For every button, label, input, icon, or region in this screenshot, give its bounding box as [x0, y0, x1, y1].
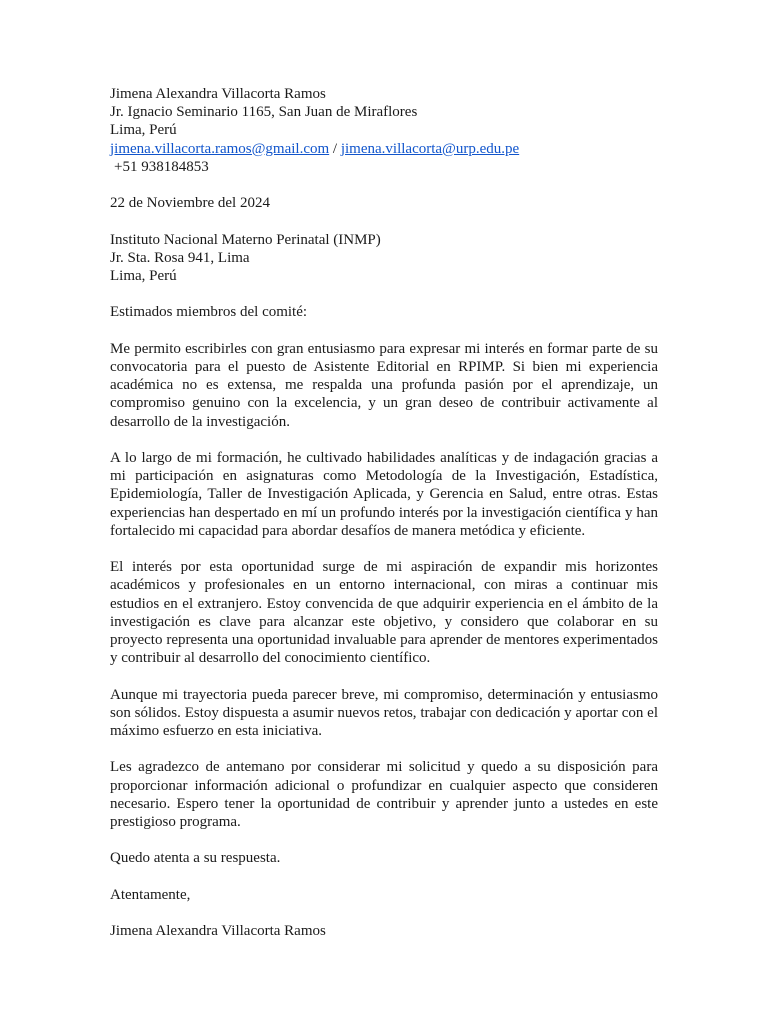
spacer: [110, 176, 658, 194]
body-paragraph: Me permito escribirles con gran entusiasmo para expresar mi interés en formar parte de su convocatoria para el puesto de Asistente Editorial en RPIMP. Si bien mi experiencia académica no es extensa, me respalda una profunda pasión por el aprendizaje, un compromiso genuino con la excelencia, y un gran deseo de contribuir activamente al desarrollo de la investigación.: [110, 340, 658, 430]
closing-line: Quedo atenta a su respuesta.: [110, 850, 281, 867]
sign-off: Atentamente,: [110, 886, 191, 903]
sender-address-line1: Jr. Ignacio Seminario 1165, San Juan de Miraflores: [110, 104, 418, 121]
email-link-urp[interactable]: jimena.villacorta@urp.edu.pe: [340, 140, 520, 157]
recipient-address-line2: Lima, Perú: [110, 268, 177, 284]
sender-address-line2: Lima, Perú: [110, 122, 177, 139]
salutation: Estimados miembros del comité:: [110, 304, 308, 321]
sender-name: Jimena Alexandra Villacorta Ramos: [110, 86, 326, 102]
spacer: [110, 904, 658, 922]
recipient-address-line1: Jr. Sta. Rosa 941, Lima: [110, 249, 250, 266]
sender-phone: +51 938184853: [114, 158, 209, 175]
body-paragraph: Les agradezco de antemano por considerar mi solicitud y quedo a su disposición para proporcionar información adicional o profundizar en cualquier aspecto que consideren necesario. Espero tener la oportunidad de contribuir y aprender junto a ustedes en este prestigioso programa.: [110, 759, 658, 830]
email-link-gmail[interactable]: jimena.villacorta.ramos@gmail.com: [110, 140, 330, 157]
spacer: [110, 285, 658, 303]
spacer: [110, 322, 658, 340]
body-paragraph: Aunque mi trayectoria pueda parecer breve, mi compromiso, determinación y entusiasmo son sólidos. Estoy dispuesta a asumir nuevos retos, trabajar con dedicación y aportar con el máximo esfuerzo en esta iniciativa.: [110, 686, 658, 739]
spacer: [110, 212, 658, 230]
recipient-organization: Instituto Nacional Materno Perinatal (INMP): [110, 231, 381, 248]
body-paragraph: El interés por esta oportunidad surge de mi aspiración de expandir mis horizontes académicos y profesionales en un entorno internacional, con miras a continuar mis estudios en el extranjero. Estoy convencida de que adquirir experiencia en el ámbito de la investigación es clave para alcanzar este objetivo, y considero que colaborar en su proyecto representa una oportunidad invaluable para aprender de mentores experimentados y contribuir al desarrollo del conocimiento científico.: [110, 559, 658, 667]
spacer: [110, 868, 658, 886]
letter-page: [110, 85, 658, 940]
spacer: [110, 667, 658, 685]
body-paragraph: A lo largo de mi formación, he cultivado habilidades analíticas y de indagación gracias a mi participación en asignaturas como Metodología de la Investigación, Estadística, Epidemiología, Taller de Investigación Aplicada, y Gerencia en Salud, entre otras. Estas experiencias han despertado en mí un profundo interés por la investigación científica y han fortalecido mi capacidad para abordar desafíos de manera metódica y eficiente.: [110, 449, 658, 539]
spacer: [110, 540, 658, 558]
letter-date: 22 de Noviembre del 2024: [110, 195, 270, 212]
spacer: [110, 831, 658, 849]
sender-emails: [110, 140, 658, 158]
spacer: [110, 431, 658, 449]
spacer: [110, 740, 658, 758]
signature-name: Jimena Alexandra Villacorta Ramos: [110, 923, 326, 940]
sender-block: [110, 85, 658, 176]
recipient-block: [110, 231, 658, 286]
email-separator: /: [329, 140, 341, 157]
